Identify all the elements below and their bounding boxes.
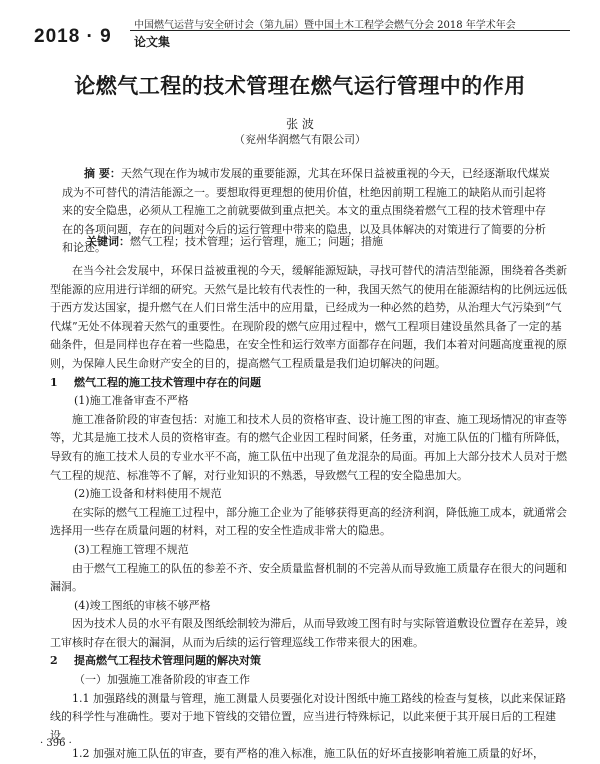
abstract-label: 摘 要： bbox=[84, 167, 121, 180]
section-2-heading bbox=[50, 652, 568, 671]
body-text bbox=[50, 262, 568, 764]
subsection-1-3-text: 由于燃气工程施工的队伍的参差不齐、安全质量监督机制的不完善从而导致施工质量存在很大的问题和漏洞。 bbox=[50, 561, 567, 594]
subsection-1-4-text: 因为技术人员的水平有限及图纸绘制较为滞后，从而导致竣工图有时与实际管道敷设位置存在差异，竣工审核时存在很大的漏洞，从而为后续的运行管理巡线工作带来很大的困难。 bbox=[50, 617, 567, 649]
keywords bbox=[86, 233, 383, 249]
section-1-number: 1 bbox=[50, 375, 58, 389]
author: 张 波 bbox=[286, 117, 314, 131]
affiliation: （兖州华润燃气有限公司） bbox=[234, 133, 366, 146]
subsection-1-2-heading: (2)施工设备和材料使用不规范 bbox=[74, 487, 222, 501]
subsection-2-1-heading: （一）加强施工准备阶段的审查工作 bbox=[74, 673, 250, 687]
subsection-1-4-heading: (4)竣工图纸的审核不够严格 bbox=[74, 598, 211, 612]
subsection-1-1-text: 施工准备阶段的审查包括：对施工和技术人员的资格审查、设计施工图的审查、施工现场情况的审查等等，尤其是施工技术人员的资格审查。有的燃气企业因工程时间紧，任务重，对施工队伍的门槛有所降低，导致有的施工技术人员的专业水平不高，施工队伍中出现了鱼龙混杂的局面。再加上大部分技术人员对于燃气工程的规范、标准等不了解，对行业知识的不熟悉，导致燃气工程的安全隐患加大。 bbox=[50, 412, 567, 482]
paragraph-1-1: 1.1 加强路线的测量与管理，施工测量人员要强化对设计图纸中施工路线的检查与复核，以此来保证路线的科学性与准确性。要对于地下管线的交错位置，应当进行特殊标记，以此来便于其开展日后的工程建设。 bbox=[50, 691, 566, 742]
section-1-title: 燃气工程的施工技术管理中存在的问题 bbox=[74, 375, 261, 389]
subsection-1-2-text: 在实际的燃气工程施工过程中，部分施工企业为了能够获得更高的经济利润，降低施工成本，就通常会选择用一些存在质量问题的材料，对工程的安全性造成非常大的隐患。 bbox=[50, 505, 567, 538]
page-number: · 396 · bbox=[40, 738, 72, 749]
paragraph-1-2: 1.2 加强对施工队伍的审查，要有严格的准入标准，施工队伍的好坏直接影响着施工质量的好坏， bbox=[72, 747, 544, 761]
abstract-text: 天然气现在作为城市发展的重要能源，尤其在环保日益被重视的今天，已经逐渐取代煤炭成为不可替代的清洁能源之一。要想取得更理想的使用价值，杜绝因前期工程施工的缺陷从而引起将来的安全隐患，必须从工程施工之前就要做到重点把关。本文的重点围绕着燃气工程的技术管理中存在的各项问题，存在的问题对今后的运行管理中带来的隐患，以及具体解决的对策进行了简要的分析和论述。 bbox=[62, 167, 550, 254]
intro-paragraph: 在当今社会发展中，环保日益被重视的今天，缓解能源短缺，寻找可替代的清洁型能源，围绕着各类新型能源的应用进行详细的研究。天然气是比较有代表性的一种，我国天然气的使用在能源结构的比例远远低于西方发达国家，提升燃气在人们日常生活中的应用量，已经成为一种必然的趋势，从治理大气污染到“气代煤”无处不体现着天然气的重要性。在现阶段的燃气应用过程中，燃气工程项目建设虽然具备了一定的基础条件，但是同样也存在着一些隐患，在安全性和运行效率方面都存在问题，我们本着对问题高度重视的原则，为保障人民生命财产安全的目的，提高燃气工程质量是我们迫切解决的问题。 bbox=[50, 264, 567, 370]
year-issue: 2018 · 9 bbox=[34, 26, 112, 47]
section-2-title: 提高燃气工程技术管理问题的解决对策 bbox=[74, 654, 261, 668]
header-rule bbox=[130, 30, 570, 31]
keywords-label: 关键词： bbox=[86, 235, 130, 248]
paper-title: 论燃气工程的技术管理在燃气运行管理中的作用 bbox=[74, 73, 526, 98]
collection-label: 论文集 bbox=[134, 35, 171, 49]
subsection-1-3-heading: (3)工程施工管理不规范 bbox=[74, 542, 189, 556]
subsection-1-1-heading: (1)施工准备审查不严格 bbox=[74, 394, 189, 408]
conference-name: 中国燃气运营与安全研讨会（第九届）暨中国土木工程学会燃气分会 2018 年学术年会 bbox=[134, 20, 516, 31]
section-1-heading bbox=[50, 374, 568, 393]
keywords-text: 燃气工程；技术管理；运行管理，施工；问题；措施 bbox=[130, 235, 383, 248]
section-2-number: 2 bbox=[50, 654, 58, 668]
